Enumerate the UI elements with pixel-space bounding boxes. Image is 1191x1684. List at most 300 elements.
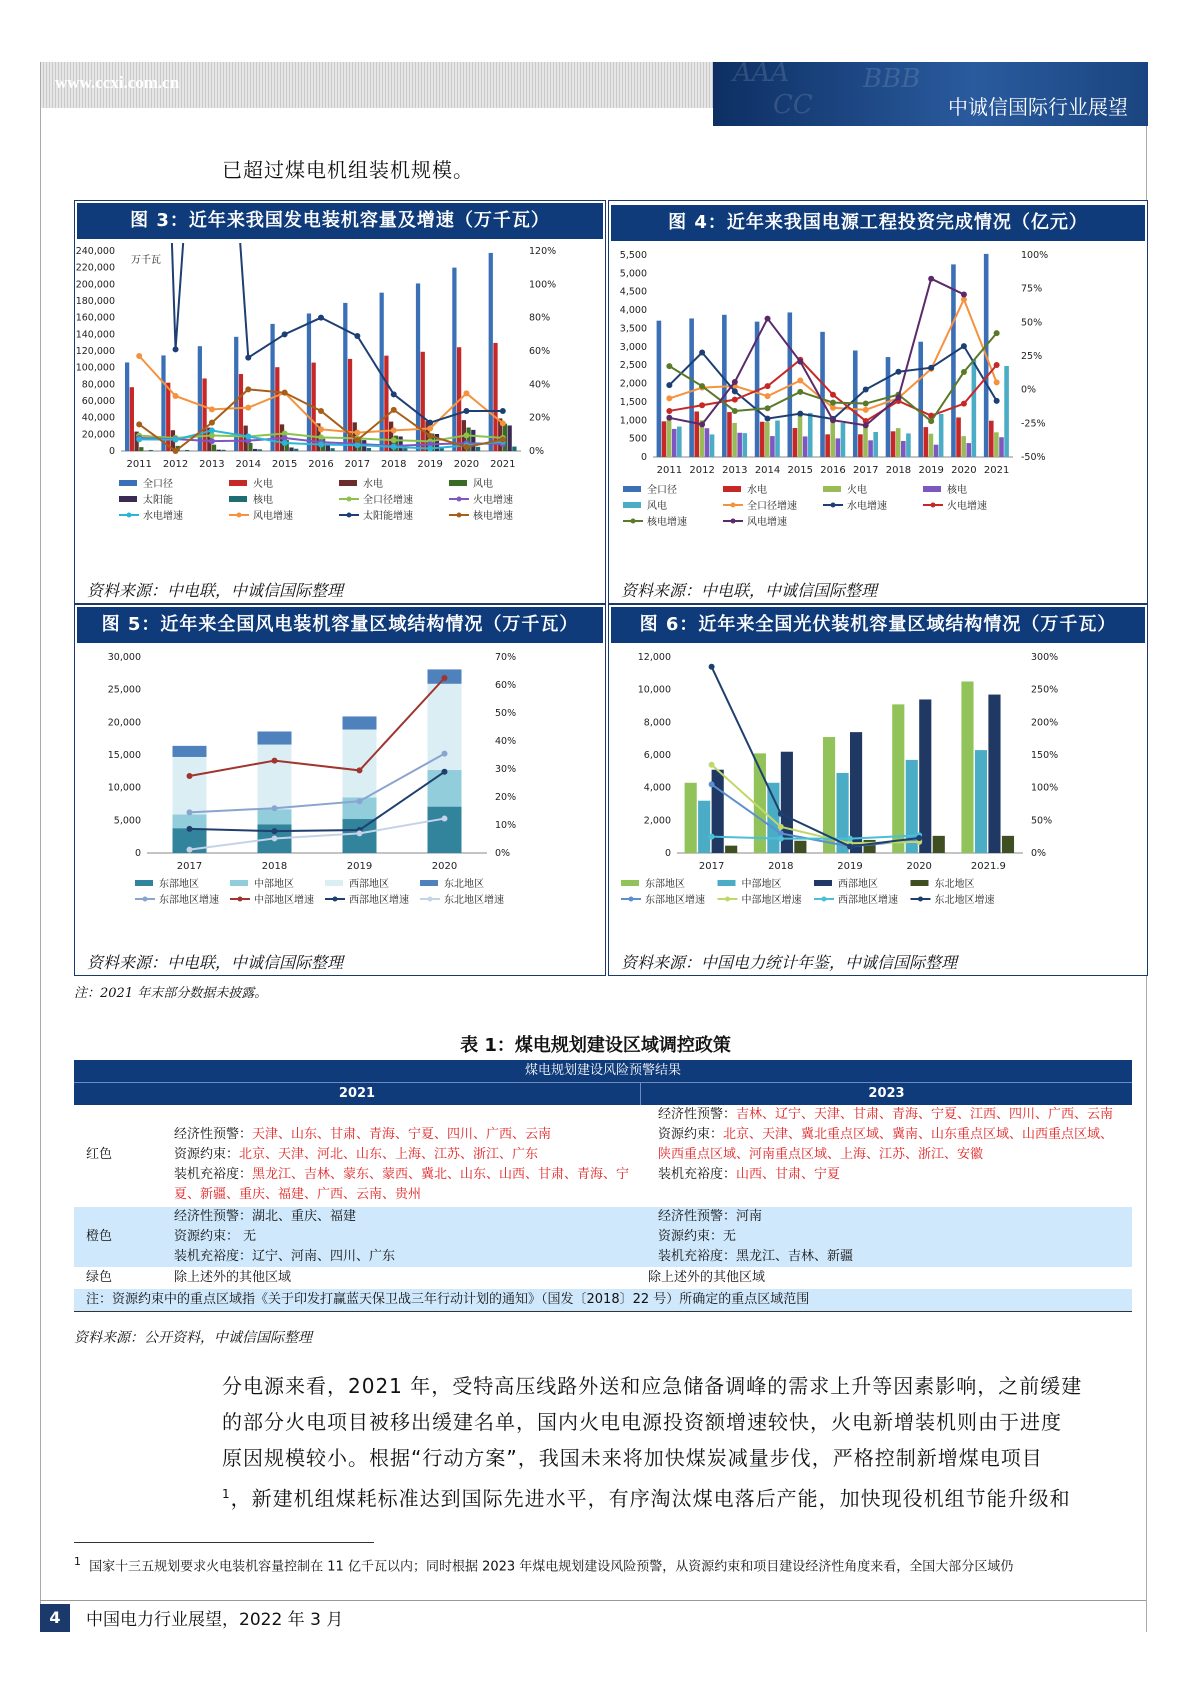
bar-segment [343, 730, 377, 798]
rate-point [173, 437, 179, 443]
bar-segment [258, 809, 292, 824]
bar [794, 841, 806, 853]
y2-tick-label: 50% [1031, 815, 1053, 827]
legend-label: 风电 [647, 501, 667, 512]
y-tick-label: 2,000 [619, 378, 647, 390]
x-tick-label: 2019 [918, 465, 944, 476]
x-tick-label: 2021 [983, 465, 1010, 476]
legend-label: 东北地区 [934, 879, 975, 890]
bar [956, 417, 961, 457]
x-tick-label: 2017 [344, 459, 371, 470]
bar [961, 436, 966, 457]
rate-point [732, 379, 738, 385]
y-tick-label: 5,000 [113, 815, 141, 827]
legend-swatch [347, 497, 352, 502]
y-tick-label: 1,500 [619, 396, 647, 408]
legend-label: 中部地区增速 [254, 895, 314, 906]
rate-point [318, 442, 324, 448]
fig5-chart [75, 647, 605, 942]
rate-point [778, 811, 784, 817]
legend-swatch [457, 497, 462, 502]
legend-swatch [718, 880, 736, 886]
bar [760, 422, 765, 457]
cap-label: 装机充裕度： [174, 1167, 253, 1182]
res-label: 资源约束： [174, 1147, 240, 1162]
x-tick-label: 2013 [199, 459, 225, 470]
y2-tick-label: 80% [529, 312, 551, 324]
rate-point [427, 433, 433, 439]
bar [330, 448, 334, 451]
rate-point [830, 400, 836, 406]
y2-tick-label: 200% [1031, 717, 1059, 729]
y-tick-label: 200,000 [75, 279, 115, 291]
bar [166, 383, 170, 451]
bar-segment [258, 731, 292, 744]
bar [873, 432, 878, 457]
fig5-panel [74, 604, 606, 976]
legend-swatch [623, 486, 641, 492]
y-tick-label: 12,000 [637, 652, 671, 663]
legend-swatch [229, 480, 247, 486]
rate-point [994, 379, 1000, 385]
rate-point [666, 408, 672, 414]
bar [994, 432, 999, 457]
footnote-marker: 1 [74, 1555, 81, 1568]
rate-point [895, 394, 901, 400]
y-tick-label: 40,000 [81, 412, 115, 424]
footnote [74, 1555, 1013, 1574]
bar [939, 414, 944, 457]
rate-point [830, 405, 836, 411]
bar [934, 445, 939, 457]
bar [130, 387, 134, 451]
bar [508, 425, 512, 451]
legend-swatch [731, 519, 736, 524]
bar [662, 421, 667, 457]
x-tick-label: 2018 [261, 861, 288, 872]
x-tick-label: 2019 [417, 459, 443, 470]
rate-point [391, 444, 397, 450]
rate-point [666, 363, 672, 369]
rate-point [895, 369, 901, 375]
y-tick-label: 240,000 [75, 246, 115, 257]
bar [139, 447, 143, 451]
rate-point [778, 830, 784, 836]
rate-point [272, 805, 278, 811]
y-tick-label: 140,000 [75, 329, 115, 341]
rate-point [357, 830, 363, 836]
legend-label: 火电增速 [473, 495, 513, 506]
bar [705, 428, 710, 457]
rate-point [391, 407, 397, 413]
site-url[interactable]: www.ccxi.com.cn [55, 73, 180, 92]
body-line: 原因规模较小。根据“行动方案”，我国未来将加快煤炭减量步伐，严格控制新增煤电项目 [222, 1446, 1043, 1470]
legend-label: 西部地区 [349, 879, 389, 890]
footnote-text: 国家十三五规划要求火电装机容量控制在 11 亿千瓦以内；同时根据 2023 年煤电规划建设风险预警，从资源约束和项目建设经济性角度来看，全国大部分区域仍 [89, 1559, 1014, 1575]
rate-point [463, 432, 469, 438]
legend-swatch [135, 880, 153, 886]
rate-point [916, 835, 922, 841]
x-tick-label: 2018 [768, 861, 794, 872]
legend-label: 西部地区增速 [349, 895, 409, 906]
decor-letters-icon: BBB [863, 64, 921, 94]
legend-label: 水电 [747, 485, 767, 496]
y-tick-label: 3,000 [619, 341, 647, 353]
bar [217, 450, 221, 451]
rate-point [797, 411, 803, 417]
bar [384, 356, 388, 451]
bar [803, 436, 808, 457]
rate-point [391, 427, 397, 433]
y-tick-label: 0 [134, 848, 141, 859]
rate-point [354, 430, 360, 436]
res-line: 资源约束：无 [658, 1229, 737, 1244]
legend-swatch [238, 897, 243, 902]
legend-swatch [119, 480, 137, 486]
rate-point [500, 408, 506, 414]
x-tick-label: 2021.9 [970, 861, 1006, 872]
y2-tick-label: 0% [529, 446, 545, 457]
y-tick-label: 220,000 [75, 262, 115, 274]
rate-point [765, 405, 771, 411]
y2-tick-label: 50% [495, 708, 517, 719]
legend-label: 风电 [473, 479, 493, 490]
x-tick-label: 2020 [431, 861, 458, 872]
rate-point [173, 346, 179, 352]
rate-point [961, 369, 967, 375]
y-tick-label: 80,000 [81, 379, 115, 391]
bar [858, 434, 863, 457]
bar [868, 440, 873, 457]
bar [775, 421, 780, 457]
row-orange [74, 1207, 1132, 1267]
fig3-source: 资料来源：中电联，中诚信国际整理 [87, 581, 344, 600]
rate-point [778, 824, 784, 830]
body-line: 分电源来看，2021 年，受特高压线路外送和应急储备调峰的需求上升等因素影响，之前缓建 [222, 1374, 1083, 1398]
fig4-panel [608, 200, 1148, 604]
bar-segment [428, 684, 462, 770]
legend-label: 东北地区 [444, 879, 484, 890]
legend-label: 西部地区增速 [838, 895, 898, 906]
unit-label: 万千瓦 [131, 255, 161, 266]
bar [307, 313, 311, 451]
bar [212, 445, 216, 451]
y2-tick-label: 50% [1021, 317, 1043, 329]
rate-point [272, 828, 278, 834]
table-title: 表 1：煤电规划建设区域调控政策 [460, 1035, 731, 1056]
rate-point [994, 330, 1000, 336]
legend-swatch [629, 897, 634, 902]
x-tick-label: 2019 [837, 861, 863, 872]
y-tick-label: 180,000 [75, 296, 115, 307]
rate-point [797, 378, 803, 384]
legend-swatch [229, 496, 247, 502]
rate-point [391, 391, 397, 397]
bar [841, 423, 846, 457]
cap-label: 装机充裕度： [658, 1167, 737, 1182]
rate-point [699, 349, 705, 355]
cap-line: 装机充裕度：黑龙江、吉林、新疆 [658, 1249, 854, 1264]
cell-red-2023 [650, 1105, 1132, 1207]
y-tick-label: 0 [664, 848, 671, 859]
rate-point [357, 798, 363, 804]
legend-label: 水电增速 [847, 501, 887, 512]
rate-point [209, 406, 215, 412]
bar [798, 414, 803, 457]
rate-point [830, 392, 836, 398]
y2-tick-label: 300% [1031, 652, 1059, 663]
y2-tick-label: 100% [1031, 782, 1059, 794]
x-tick-label: 2011 [126, 459, 152, 470]
legend-label: 水电 [363, 479, 383, 490]
legend-label: 全口径增速 [363, 495, 413, 506]
legend-label: 太阳能增速 [363, 511, 413, 522]
bar [770, 436, 775, 457]
legend-swatch [230, 880, 248, 886]
rate-line [190, 772, 445, 831]
y2-tick-label: 100% [1021, 250, 1049, 261]
rate-point [847, 836, 853, 842]
x-tick-label: 2018 [381, 459, 407, 470]
rate-line [190, 819, 445, 850]
legend-swatch [428, 897, 433, 902]
rate-point [442, 769, 448, 775]
rate-point [318, 408, 324, 414]
rate-point [500, 437, 506, 443]
rate-line [712, 667, 920, 847]
legend-swatch [822, 897, 827, 902]
col-2023: 2023 [640, 1083, 1132, 1105]
x-tick-label: 2017 [853, 465, 879, 476]
bar [672, 429, 677, 457]
y-tick-label: 160,000 [75, 312, 115, 324]
bar [698, 801, 710, 853]
rate-point [863, 407, 869, 413]
bar [289, 447, 293, 451]
bar [975, 750, 987, 853]
figure-note: 注：2021 年末部分数据未披露。 [74, 986, 268, 1001]
econ-line: 经济性预警：湖北、重庆、福建 [174, 1209, 357, 1224]
rate-point [666, 415, 672, 421]
bar [961, 682, 973, 854]
legend-swatch [237, 513, 242, 518]
bar [863, 425, 868, 457]
bar [737, 433, 742, 457]
y-tick-label: 20,000 [107, 717, 141, 729]
legend-swatch [831, 503, 836, 508]
y2-tick-label: 70% [495, 652, 517, 663]
bar [657, 321, 662, 457]
rate-point [666, 382, 672, 388]
fig6-chart [609, 647, 1147, 942]
bar [820, 332, 825, 457]
legend-label: 核电增速 [473, 511, 513, 522]
legend-swatch [325, 880, 343, 886]
bar [808, 413, 813, 457]
footer-text: 中国电力行业展望，2022 年 3 月 [86, 1610, 344, 1630]
legend-swatch [127, 513, 132, 518]
cell-green-2023: 除上述外的其他区域 [648, 1270, 766, 1285]
legend-label: 火电 [253, 479, 273, 490]
legend-swatch [339, 480, 357, 486]
rate-point [318, 315, 324, 321]
bar [901, 441, 906, 457]
y2-tick-label: -50% [1021, 452, 1046, 463]
rate-point [928, 418, 934, 424]
rate-point [245, 386, 251, 392]
rate-point [765, 316, 771, 322]
bar [367, 448, 371, 451]
bar [972, 360, 977, 457]
bar [149, 450, 153, 451]
legend-swatch [911, 880, 929, 886]
header-banner [713, 62, 1148, 126]
bar-segment [173, 746, 207, 757]
rate-point [282, 331, 288, 337]
rate-point [863, 387, 869, 393]
rate-point [699, 421, 705, 427]
rate-point [765, 416, 771, 422]
rate-point [354, 333, 360, 339]
bar [767, 783, 779, 853]
footer-rule [40, 1600, 1146, 1601]
rate-point [357, 767, 363, 773]
bar [421, 352, 425, 451]
rate-point [318, 426, 324, 432]
cap-regions: 黑龙江、吉林、蒙东、蒙西、冀北、山东、山西、甘肃、青海、宁夏、新疆、重庆、福建、广西、云南、贵州 [174, 1167, 630, 1202]
rate-point [994, 362, 1000, 368]
bar [929, 434, 934, 457]
bar [906, 433, 911, 457]
bar [989, 421, 994, 457]
rate-point [928, 365, 934, 371]
rate-point [732, 408, 738, 414]
legend-label: 东部地区 [159, 879, 199, 890]
y2-tick-label: -25% [1021, 418, 1046, 430]
bar [891, 431, 896, 457]
y-tick-label: 4,500 [619, 286, 647, 298]
econ-regions: 天津、山东、甘肃、青海、宁夏、四川、广西、云南 [252, 1127, 552, 1142]
legend-label: 东北地区增速 [934, 895, 995, 906]
legend-label: 全口径增速 [747, 501, 797, 512]
bar [892, 704, 904, 853]
bar [476, 447, 480, 451]
x-tick-label: 2020 [453, 459, 480, 470]
rate-point [136, 353, 142, 359]
row-green [74, 1267, 1132, 1289]
x-tick-label: 2019 [346, 861, 373, 872]
body-line: 的部分火电项目被移出缓建名单，国内火电电源投资额增速较快，火电新增装机则由于进度 [222, 1410, 1062, 1434]
legend-label: 全口径 [647, 485, 677, 496]
bar [836, 438, 841, 457]
rate-point [282, 440, 288, 446]
bar-segment [173, 757, 207, 814]
table-footer-note: 注：资源约束中的重点区域指《关于印发打赢蓝天保卫战三年行动计划的通知》（国发〔2018〕22 号）所确定的重点区域范围 [74, 1289, 1132, 1312]
rate-line [190, 678, 445, 776]
y-tick-label: 0 [108, 446, 115, 457]
rate-point [709, 762, 715, 768]
fig4-title: 图 4：近年来我国电源工程投资完成情况（亿元） [611, 205, 1145, 241]
x-tick-label: 2017 [176, 861, 203, 872]
y2-tick-label: 60% [529, 346, 551, 357]
legend-swatch [725, 897, 730, 902]
rate-point [830, 417, 836, 423]
bar [258, 449, 262, 451]
y-tick-label: 20,000 [81, 429, 115, 441]
legend-swatch [420, 880, 438, 886]
legend-label: 火电增速 [947, 501, 987, 512]
rate-point [765, 383, 771, 389]
bar-segment [343, 716, 377, 729]
bar [221, 450, 225, 451]
cap-regions: 山西、甘肃、宁夏 [736, 1167, 841, 1182]
footnote-ref[interactable]: 1 [222, 1487, 231, 1501]
bar [999, 437, 1004, 457]
y2-tick-label: 250% [1031, 684, 1059, 696]
legend-label: 核电 [253, 495, 273, 506]
econ-label: 经济性预警： [658, 1107, 737, 1122]
page-number: 4 [40, 1604, 70, 1632]
policy-table [74, 1060, 1132, 1312]
bar [125, 362, 129, 451]
bar [918, 342, 923, 457]
y2-tick-label: 0% [495, 848, 511, 859]
legend-swatch [119, 496, 137, 502]
bar [919, 699, 931, 853]
y-tick-label: 15,000 [107, 750, 141, 761]
legend-swatch [918, 897, 923, 902]
rate-point [961, 401, 967, 407]
rate-point [863, 422, 869, 428]
legend-swatch [333, 897, 338, 902]
rate-point [797, 359, 803, 365]
y-tick-label: 120,000 [75, 346, 115, 357]
rate-point [847, 843, 853, 849]
rate-line [139, 243, 503, 423]
y-tick-label: 3,500 [619, 323, 647, 335]
rate-point [442, 816, 448, 822]
rate-point [442, 751, 448, 757]
bar [493, 343, 497, 451]
bar [988, 695, 1000, 853]
rate-point [187, 809, 193, 815]
bar [689, 318, 694, 457]
bar [512, 447, 516, 451]
decor-letters-icon: AAA [733, 62, 790, 88]
bar-segment [428, 770, 462, 807]
bar [793, 428, 798, 457]
legend-label: 核电 [947, 485, 967, 496]
rate-line [712, 765, 920, 843]
y2-tick-label: 10% [495, 820, 517, 831]
rate-point [245, 355, 251, 361]
legend-swatch [731, 503, 736, 508]
rate-point [961, 343, 967, 349]
legend-swatch [931, 503, 936, 508]
rate-point [732, 388, 738, 394]
legend-label: 核电增速 [647, 517, 687, 528]
legend-label: 中部地区 [741, 879, 782, 890]
bar [239, 374, 243, 451]
y-tick-label: 60,000 [81, 396, 115, 407]
bar [924, 427, 929, 457]
fig4-source: 资料来源：中电联，中诚信国际整理 [621, 581, 878, 600]
econ-label: 经济性预警： [174, 1127, 253, 1142]
bar [1004, 366, 1009, 457]
bar [294, 449, 298, 451]
rate-point [136, 436, 142, 442]
rate-point [187, 826, 193, 832]
